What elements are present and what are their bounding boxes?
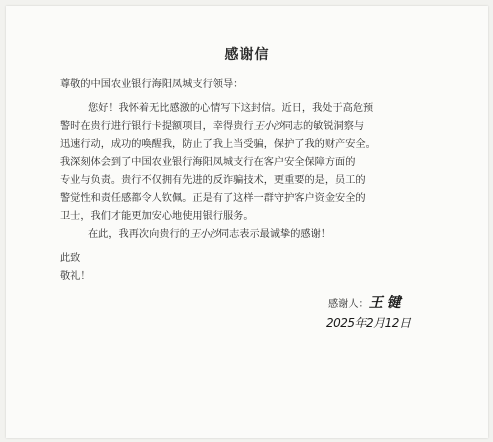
signer-signature: 王 键 [368,295,401,311]
para2-line2: 专业与负责。贵行不仅拥有先进的反诈骗技术，更重要的是，员工的 [60,175,366,186]
handwritten-name-2: 王小沙 [189,229,219,240]
para3-before: 在此，我再次向贵行的 [88,229,190,240]
letter-title: 感谢信 [224,47,270,63]
para3-after: 同志表示最诚挚的感谢！ [218,229,331,240]
para1-line2 [60,118,440,136]
letter-paper [6,6,488,438]
para2-line4: 卫士，我们才能更加安心地使用银行服务。 [60,211,254,222]
para3 [88,226,440,244]
para1-line2-before: 警时在贵行进行银行卡提额项目，幸得贵行 [60,121,254,132]
para2-line1: 我深刻体会到了中国农业银行海阳凤城支行在客户安全保障方面的 [60,157,356,168]
para1-line2-after: 同志的敏锐洞察与 [282,121,365,132]
signer [328,292,400,312]
closing-jing-li: 敬礼！ [60,271,91,282]
handwritten-name-1: 王小沙 [253,121,283,132]
para2-line3: 警觉性和责任感都令人钦佩。正是有了这样一群守护客户资金安全的 [60,193,366,204]
letter-date: 2025年2月12日 [326,316,411,330]
para1-line1: 您好！我怀着无比感激的心情写下这封信。近日，我处于高危预 [88,103,374,114]
signer-label: 感谢人： [328,299,369,310]
closing-ci-zhi: 此致 [60,253,81,264]
para1-line3: 迅速行动，成功的唤醒我，防止了我上当受骗，保护了我的财产安全。 [60,139,376,150]
salutation: 尊敬的中国农业银行海阳凤城支行领导： [60,79,244,90]
